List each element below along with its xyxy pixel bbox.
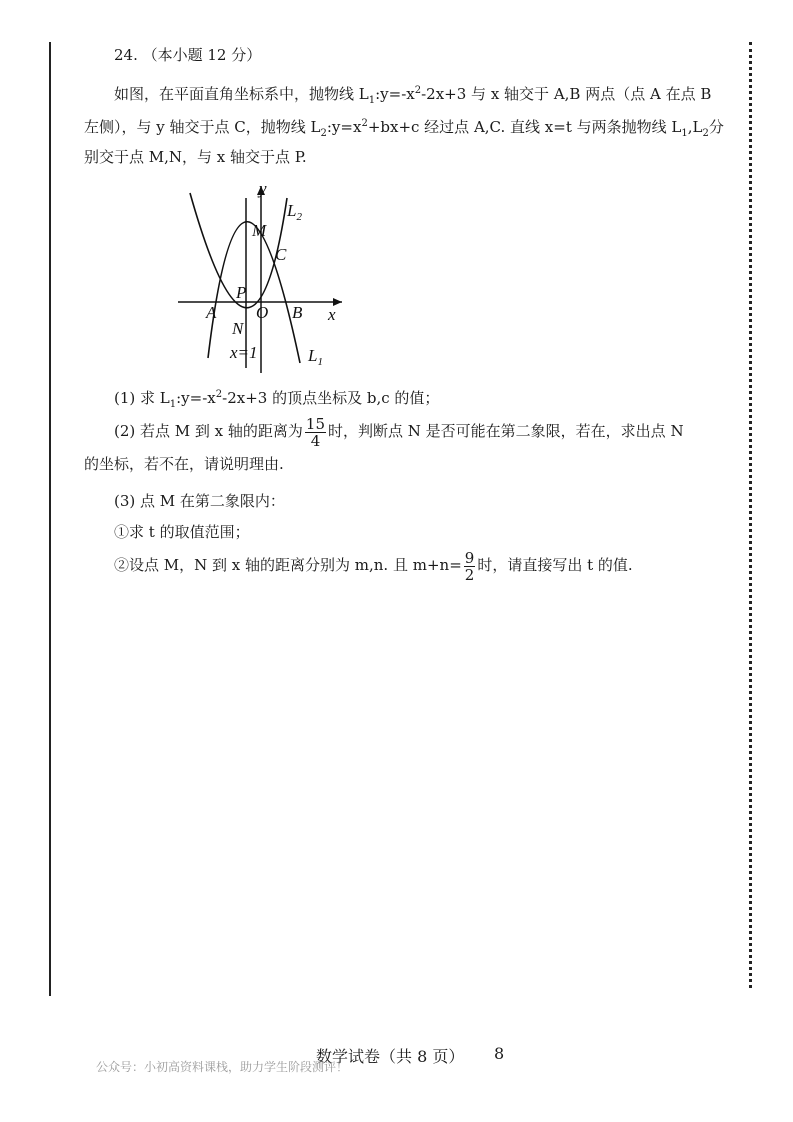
label-L1: $L_1$: [308, 346, 323, 368]
label-B: B: [292, 303, 303, 322]
intro-line-3: 别交于点 M,N，与 x 轴交于点 P.: [84, 148, 307, 166]
label-O: O: [256, 303, 269, 322]
fraction-9-over-2: $\frac{9}{2}$: [464, 548, 475, 584]
y-axis-label: y: [259, 179, 267, 198]
part-3-title: (3) 点 M 在第二象限内：: [114, 492, 285, 510]
label-C: C: [275, 245, 287, 264]
label-N: N: [232, 319, 244, 338]
parabola-L1: [208, 222, 300, 363]
question-header: 24. （本小题 12 分）: [114, 46, 262, 64]
part-3-sub-1: ①求 t 的取值范围；: [114, 523, 250, 541]
x-axis-label: x: [328, 305, 336, 324]
label-M: M: [252, 221, 267, 240]
right-dotted-margin-line: [749, 42, 752, 988]
label-P: P: [236, 283, 247, 302]
label-A: A: [206, 303, 217, 322]
footer-title: 数学试卷（共 8 页）: [316, 1047, 465, 1066]
fraction-15-over-4: $\frac{15}{4}$: [305, 414, 326, 450]
label-x-equals-1: x=1: [230, 343, 258, 362]
part-2-line-2: 的坐标，若不在，请说明理由.: [84, 455, 284, 473]
label-L2: $L_2$: [287, 201, 302, 223]
watermark: 公众号：小初高资料课栈，助力学生阶段测评！: [96, 1060, 349, 1074]
intro-line-2: 左侧），与 y 轴交于点 C，抛物线 $L_2:y=x^2+bx+c$ 经过点 A,C. 直线 x=t 与两条抛物线 $L_1,L_2$分: [84, 118, 724, 139]
parabola-graph: [170, 178, 350, 376]
left-margin-line: [49, 42, 51, 996]
part-1: (1) 求 $L_1:y=-x^2-2x+3$ 的顶点坐标及 b,c 的值；: [114, 389, 440, 410]
part-3-sub-2: ②设点 M，N 到 x 轴的距离分别为 m,n. 且 m+n= $\frac{9}{2}$ 时，请直接写出 t 的值.: [114, 548, 633, 584]
intro-line-1: 如图，在平面直角坐标系中，抛物线 $L_1:y=-x^2-2x+3$ 与 x 轴交于 A,B 两点（点 A 在点 B: [114, 85, 712, 106]
page-number: 8: [494, 1044, 505, 1063]
part-2-line-1: (2) 若点 M 到 x 轴的距离为 $\frac{15}{4}$ 时，判断点 N 是否可能在第二象限，若在，求出点 N: [114, 414, 684, 450]
